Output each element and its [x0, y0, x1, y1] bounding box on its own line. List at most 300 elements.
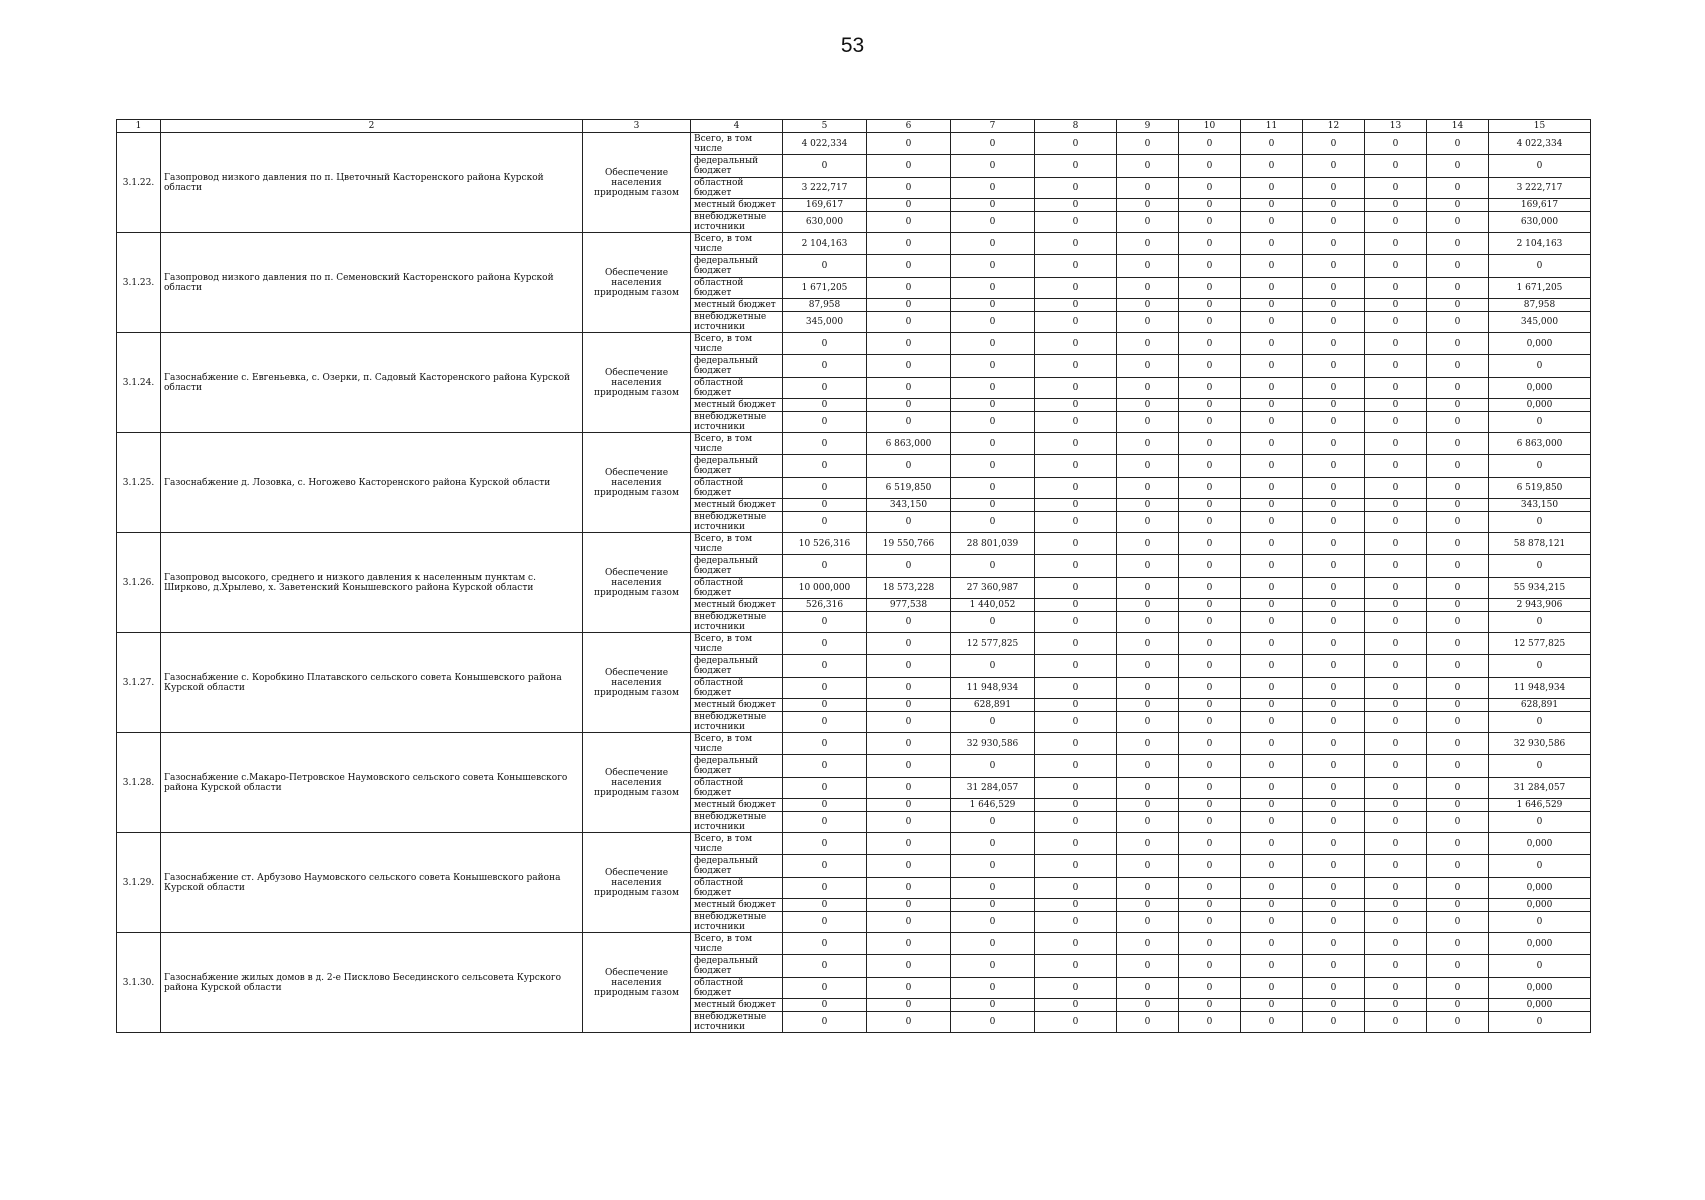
year-value-cell: 0: [783, 799, 867, 812]
total-value-cell: 2 104,163: [1489, 233, 1591, 255]
year-value-cell: 0: [1241, 612, 1303, 633]
year-value-cell: 0: [1303, 378, 1365, 399]
year-value-cell: 0: [1117, 278, 1179, 299]
year-value-cell: 0: [1035, 512, 1117, 533]
funding-source: местный бюджет: [691, 999, 783, 1012]
year-value-cell: 0: [1241, 678, 1303, 699]
year-value-cell: 0: [1365, 299, 1427, 312]
year-value-cell: 0: [783, 778, 867, 799]
year-value-cell: 0: [951, 233, 1035, 255]
year-value-cell: 0: [867, 978, 951, 999]
year-value-cell: 0: [867, 155, 951, 178]
funding-source: областной бюджет: [691, 178, 783, 199]
year-value-cell: 0: [1117, 655, 1179, 678]
column-number: 13: [1365, 120, 1427, 133]
year-value-cell: 0: [1117, 155, 1179, 178]
funding-source: местный бюджет: [691, 199, 783, 212]
budget-table: [116, 119, 1591, 1033]
year-value-cell: 0: [1117, 499, 1179, 512]
project-name: Газоснабжение жилых домов в д. 2-е Писклово Бесединского сельсовета Курского района Курской области: [161, 933, 583, 1033]
year-value-cell: 0: [1241, 499, 1303, 512]
year-value-cell: 0: [1303, 599, 1365, 612]
year-value-cell: 0: [867, 933, 951, 955]
year-value-cell: 0: [951, 833, 1035, 855]
year-value-cell: 0: [1035, 255, 1117, 278]
year-value-cell: 0: [1303, 355, 1365, 378]
year-value-cell: 0: [1117, 399, 1179, 412]
project-code: 3.1.30.: [117, 933, 161, 1033]
year-value-cell: 0: [867, 378, 951, 399]
year-value-cell: 0: [867, 778, 951, 799]
year-value-cell: 0: [1365, 178, 1427, 199]
year-value-cell: 0: [951, 912, 1035, 933]
year-value-cell: 0: [1179, 378, 1241, 399]
year-value-cell: 0: [1241, 412, 1303, 433]
project-code: 3.1.27.: [117, 633, 161, 733]
year-value-cell: 0: [1117, 199, 1179, 212]
year-value-cell: 0: [1035, 378, 1117, 399]
year-value-cell: 0: [1035, 199, 1117, 212]
year-value-cell: 0: [1365, 255, 1427, 278]
year-value-cell: 0: [1241, 999, 1303, 1012]
year-value-cell: 0: [1117, 233, 1179, 255]
total-value-cell: 11 948,934: [1489, 678, 1591, 699]
year-value-cell: 0: [783, 333, 867, 355]
year-value-cell: 0: [1179, 278, 1241, 299]
funding-source: внебюджетные источники: [691, 412, 783, 433]
year-value-cell: 0: [1303, 633, 1365, 655]
year-value-cell: 0: [1303, 812, 1365, 833]
table-row: [117, 533, 1591, 555]
year-value-cell: 0: [1117, 878, 1179, 899]
funding-source: Всего, в том числе: [691, 933, 783, 955]
funding-source: областной бюджет: [691, 478, 783, 499]
year-value-cell: 0: [1035, 578, 1117, 599]
year-value-cell: 0: [1303, 855, 1365, 878]
page-number: 53: [840, 34, 865, 57]
total-value-cell: 345,000: [1489, 312, 1591, 333]
year-value-cell: 28 801,039: [951, 533, 1035, 555]
year-value-cell: 0: [1117, 178, 1179, 199]
funding-source: Всего, в том числе: [691, 633, 783, 655]
funding-source: местный бюджет: [691, 399, 783, 412]
year-value-cell: 0: [1427, 978, 1489, 999]
year-value-cell: 0: [1303, 978, 1365, 999]
year-value-cell: 0: [951, 312, 1035, 333]
column-number: 2: [161, 120, 583, 133]
project-name: Газоснабжение с.Макаро-Петровское Наумовского сельского совета Конышевского района Курской области: [161, 733, 583, 833]
column-number: 3: [583, 120, 691, 133]
funding-source: федеральный бюджет: [691, 555, 783, 578]
year-value-cell: 0: [1117, 578, 1179, 599]
total-value-cell: 0: [1489, 355, 1591, 378]
year-value-cell: 0: [1241, 378, 1303, 399]
year-value-cell: 0: [1303, 433, 1365, 455]
year-value-cell: 0: [1241, 312, 1303, 333]
funding-source: внебюджетные источники: [691, 912, 783, 933]
year-value-cell: 0: [1117, 699, 1179, 712]
year-value-cell: 0: [1179, 978, 1241, 999]
year-value-cell: 0: [1365, 533, 1427, 555]
year-value-cell: 0: [867, 278, 951, 299]
total-value-cell: 1 646,529: [1489, 799, 1591, 812]
year-value-cell: 0: [1179, 733, 1241, 755]
year-value-cell: 0: [867, 712, 951, 733]
year-value-cell: 0: [951, 178, 1035, 199]
year-value-cell: 0: [1035, 212, 1117, 233]
year-value-cell: 87,958: [783, 299, 867, 312]
column-number: 15: [1489, 120, 1591, 133]
year-value-cell: 0: [1035, 355, 1117, 378]
year-value-cell: 0: [1179, 633, 1241, 655]
year-value-cell: 0: [1179, 678, 1241, 699]
year-value-cell: 345,000: [783, 312, 867, 333]
year-value-cell: 0: [867, 878, 951, 899]
year-value-cell: 0: [1365, 612, 1427, 633]
year-value-cell: 0: [1427, 233, 1489, 255]
year-value-cell: 0: [1303, 878, 1365, 899]
year-value-cell: 0: [1179, 433, 1241, 455]
funding-source: внебюджетные источники: [691, 212, 783, 233]
year-value-cell: 0: [951, 455, 1035, 478]
funding-source: областной бюджет: [691, 278, 783, 299]
year-value-cell: 0: [1179, 533, 1241, 555]
year-value-cell: 0: [1035, 999, 1117, 1012]
total-value-cell: 2 943,906: [1489, 599, 1591, 612]
year-value-cell: 0: [1179, 178, 1241, 199]
year-value-cell: 0: [951, 399, 1035, 412]
year-value-cell: 0: [1241, 355, 1303, 378]
funding-source: федеральный бюджет: [691, 255, 783, 278]
year-value-cell: 0: [1117, 378, 1179, 399]
year-value-cell: 0: [1303, 655, 1365, 678]
year-value-cell: 0: [1117, 1012, 1179, 1033]
year-value-cell: 0: [783, 733, 867, 755]
table-row: [117, 133, 1591, 155]
year-value-cell: 0: [1179, 855, 1241, 878]
year-value-cell: 0: [867, 699, 951, 712]
project-code: 3.1.23.: [117, 233, 161, 333]
year-value-cell: 0: [1365, 633, 1427, 655]
year-value-cell: 0: [867, 733, 951, 755]
year-value-cell: 0: [951, 299, 1035, 312]
year-value-cell: 0: [1241, 955, 1303, 978]
year-value-cell: 0: [1035, 533, 1117, 555]
year-value-cell: 0: [783, 478, 867, 499]
table-row: [117, 933, 1591, 955]
funding-source: Всего, в том числе: [691, 533, 783, 555]
total-value-cell: 0,000: [1489, 899, 1591, 912]
year-value-cell: 0: [1303, 799, 1365, 812]
year-value-cell: 0: [1241, 755, 1303, 778]
year-value-cell: 0: [951, 612, 1035, 633]
year-value-cell: 0: [1117, 799, 1179, 812]
year-value-cell: 0: [1241, 799, 1303, 812]
year-value-cell: 0: [1427, 499, 1489, 512]
year-value-cell: 0: [783, 633, 867, 655]
year-value-cell: 0: [1179, 455, 1241, 478]
year-value-cell: 0: [1365, 978, 1427, 999]
project-goal: Обеспечение населения природным газом: [583, 533, 691, 633]
year-value-cell: 0: [1427, 812, 1489, 833]
total-value-cell: 630,000: [1489, 212, 1591, 233]
year-value-cell: 0: [1427, 912, 1489, 933]
year-value-cell: 0: [1365, 355, 1427, 378]
year-value-cell: 0: [1117, 433, 1179, 455]
year-value-cell: 0: [1427, 212, 1489, 233]
year-value-cell: 0: [1035, 833, 1117, 855]
year-value-cell: 0: [1427, 612, 1489, 633]
total-value-cell: 343,150: [1489, 499, 1591, 512]
total-value-cell: 12 577,825: [1489, 633, 1591, 655]
year-value-cell: 0: [1303, 833, 1365, 855]
year-value-cell: 0: [1179, 499, 1241, 512]
year-value-cell: 0: [1035, 478, 1117, 499]
year-value-cell: 0: [1179, 412, 1241, 433]
year-value-cell: 0: [1303, 312, 1365, 333]
year-value-cell: 0: [1303, 478, 1365, 499]
year-value-cell: 0: [1241, 399, 1303, 412]
column-number: 8: [1035, 120, 1117, 133]
year-value-cell: 0: [1365, 512, 1427, 533]
column-number: 7: [951, 120, 1035, 133]
funding-source: Всего, в том числе: [691, 133, 783, 155]
year-value-cell: 0: [1179, 212, 1241, 233]
year-value-cell: 0: [1241, 133, 1303, 155]
year-value-cell: 0: [1241, 455, 1303, 478]
total-value-cell: 3 222,717: [1489, 178, 1591, 199]
total-value-cell: 31 284,057: [1489, 778, 1591, 799]
year-value-cell: 0: [1179, 399, 1241, 412]
year-value-cell: 0: [1179, 355, 1241, 378]
year-value-cell: 0: [783, 699, 867, 712]
year-value-cell: 0: [783, 678, 867, 699]
year-value-cell: 0: [1035, 933, 1117, 955]
year-value-cell: 0: [1427, 178, 1489, 199]
column-number: 11: [1241, 120, 1303, 133]
year-value-cell: 0: [1303, 178, 1365, 199]
year-value-cell: 0: [1427, 599, 1489, 612]
year-value-cell: 0: [1035, 412, 1117, 433]
year-value-cell: 0: [1035, 278, 1117, 299]
year-value-cell: 0: [1365, 412, 1427, 433]
year-value-cell: 0: [1365, 833, 1427, 855]
year-value-cell: 0: [1117, 778, 1179, 799]
year-value-cell: 0: [1179, 312, 1241, 333]
year-value-cell: 0: [867, 612, 951, 633]
year-value-cell: 32 930,586: [951, 733, 1035, 755]
year-value-cell: 0: [1035, 133, 1117, 155]
year-value-cell: 0: [1427, 778, 1489, 799]
year-value-cell: 0: [951, 855, 1035, 878]
year-value-cell: 0: [1365, 733, 1427, 755]
total-value-cell: 58 878,121: [1489, 533, 1591, 555]
column-number: 14: [1427, 120, 1489, 133]
year-value-cell: 0: [1303, 333, 1365, 355]
total-value-cell: 0: [1489, 812, 1591, 833]
funding-source: областной бюджет: [691, 378, 783, 399]
year-value-cell: 0: [951, 512, 1035, 533]
year-value-cell: 0: [1303, 955, 1365, 978]
column-number-row: [117, 120, 1591, 133]
project-name: Газопровод низкого давления по п. Цветочный Касторенского района Курской области: [161, 133, 583, 233]
year-value-cell: 0: [1365, 855, 1427, 878]
total-value-cell: 87,958: [1489, 299, 1591, 312]
year-value-cell: 0: [1303, 455, 1365, 478]
year-value-cell: 0: [783, 555, 867, 578]
year-value-cell: 0: [1179, 955, 1241, 978]
year-value-cell: 0: [1365, 499, 1427, 512]
total-value-cell: 0: [1489, 912, 1591, 933]
year-value-cell: 0: [1117, 333, 1179, 355]
funding-source: Всего, в том числе: [691, 833, 783, 855]
year-value-cell: 0: [1303, 199, 1365, 212]
year-value-cell: 0: [783, 755, 867, 778]
project-goal: Обеспечение населения природным газом: [583, 233, 691, 333]
year-value-cell: 0: [1117, 999, 1179, 1012]
year-value-cell: 0: [951, 212, 1035, 233]
year-value-cell: 0: [1117, 955, 1179, 978]
year-value-cell: 0: [867, 833, 951, 855]
year-value-cell: 4 022,334: [783, 133, 867, 155]
year-value-cell: 0: [1303, 755, 1365, 778]
year-value-cell: 0: [1241, 255, 1303, 278]
year-value-cell: 0: [1179, 933, 1241, 955]
year-value-cell: 0: [1427, 799, 1489, 812]
funding-source: федеральный бюджет: [691, 655, 783, 678]
year-value-cell: 0: [867, 899, 951, 912]
year-value-cell: 0: [783, 455, 867, 478]
project-goal: Обеспечение населения природным газом: [583, 933, 691, 1033]
project-goal: Обеспечение населения природным газом: [583, 433, 691, 533]
year-value-cell: 0: [951, 555, 1035, 578]
year-value-cell: 0: [951, 655, 1035, 678]
year-value-cell: 0: [1303, 555, 1365, 578]
year-value-cell: 0: [1179, 512, 1241, 533]
year-value-cell: 0: [951, 278, 1035, 299]
year-value-cell: 0: [1117, 855, 1179, 878]
year-value-cell: 19 550,766: [867, 533, 951, 555]
year-value-cell: 0: [1241, 778, 1303, 799]
total-value-cell: 169,617: [1489, 199, 1591, 212]
year-value-cell: 0: [1427, 755, 1489, 778]
year-value-cell: 27 360,987: [951, 578, 1035, 599]
year-value-cell: 0: [1179, 799, 1241, 812]
year-value-cell: 0: [1427, 399, 1489, 412]
year-value-cell: 0: [1179, 133, 1241, 155]
year-value-cell: 0: [1241, 233, 1303, 255]
year-value-cell: 0: [1117, 455, 1179, 478]
year-value-cell: 0: [1179, 833, 1241, 855]
table-row: [117, 633, 1591, 655]
funding-source: местный бюджет: [691, 599, 783, 612]
year-value-cell: 0: [951, 412, 1035, 433]
year-value-cell: 0: [1365, 278, 1427, 299]
year-value-cell: 0: [951, 712, 1035, 733]
year-value-cell: 0: [783, 499, 867, 512]
year-value-cell: 0: [1117, 678, 1179, 699]
year-value-cell: 0: [951, 899, 1035, 912]
funding-source: областной бюджет: [691, 778, 783, 799]
year-value-cell: 0: [1365, 999, 1427, 1012]
year-value-cell: 0: [951, 478, 1035, 499]
year-value-cell: 0: [783, 155, 867, 178]
year-value-cell: 0: [867, 355, 951, 378]
project-code: 3.1.22.: [117, 133, 161, 233]
year-value-cell: 0: [951, 1012, 1035, 1033]
year-value-cell: 0: [1179, 612, 1241, 633]
year-value-cell: 0: [1303, 412, 1365, 433]
total-value-cell: 0: [1489, 855, 1591, 878]
year-value-cell: 526,316: [783, 599, 867, 612]
year-value-cell: 0: [1179, 555, 1241, 578]
total-value-cell: 628,891: [1489, 699, 1591, 712]
total-value-cell: 0: [1489, 712, 1591, 733]
year-value-cell: 0: [1035, 812, 1117, 833]
column-number: 6: [867, 120, 951, 133]
year-value-cell: 0: [867, 399, 951, 412]
year-value-cell: 0: [1035, 699, 1117, 712]
year-value-cell: 0: [1241, 212, 1303, 233]
year-value-cell: 169,617: [783, 199, 867, 212]
project-goal: Обеспечение населения природным газом: [583, 833, 691, 933]
year-value-cell: 0: [783, 978, 867, 999]
funding-source: местный бюджет: [691, 699, 783, 712]
year-value-cell: 0: [1365, 155, 1427, 178]
year-value-cell: 0: [1179, 255, 1241, 278]
year-value-cell: 2 104,163: [783, 233, 867, 255]
year-value-cell: 0: [1303, 999, 1365, 1012]
year-value-cell: 0: [1241, 712, 1303, 733]
table-row: [117, 333, 1591, 355]
year-value-cell: 0: [783, 255, 867, 278]
year-value-cell: 0: [1303, 499, 1365, 512]
year-value-cell: 0: [1241, 655, 1303, 678]
year-value-cell: 0: [1427, 278, 1489, 299]
year-value-cell: 11 948,934: [951, 678, 1035, 699]
funding-source: областной бюджет: [691, 578, 783, 599]
year-value-cell: 0: [1035, 1012, 1117, 1033]
project-code: 3.1.24.: [117, 333, 161, 433]
funding-source: местный бюджет: [691, 899, 783, 912]
year-value-cell: 0: [951, 433, 1035, 455]
year-value-cell: 0: [1427, 355, 1489, 378]
year-value-cell: 0: [1035, 633, 1117, 655]
column-number: 9: [1117, 120, 1179, 133]
year-value-cell: 0: [1427, 533, 1489, 555]
year-value-cell: 0: [1365, 455, 1427, 478]
year-value-cell: 0: [783, 933, 867, 955]
year-value-cell: 0: [1303, 712, 1365, 733]
year-value-cell: 10 000,000: [783, 578, 867, 599]
year-value-cell: 0: [1035, 655, 1117, 678]
year-value-cell: 0: [1427, 999, 1489, 1012]
table-row: [117, 433, 1591, 455]
year-value-cell: 0: [1179, 655, 1241, 678]
funding-source: Всего, в том числе: [691, 433, 783, 455]
year-value-cell: 0: [783, 378, 867, 399]
year-value-cell: 0: [1427, 899, 1489, 912]
year-value-cell: 0: [1303, 778, 1365, 799]
year-value-cell: 0: [1035, 899, 1117, 912]
funding-source: федеральный бюджет: [691, 355, 783, 378]
year-value-cell: 0: [1179, 912, 1241, 933]
year-value-cell: 0: [951, 199, 1035, 212]
total-value-cell: 0: [1489, 655, 1591, 678]
project-name: Газоснабжение д. Лозовка, с. Ногожево Касторенского района Курской области: [161, 433, 583, 533]
year-value-cell: 0: [951, 255, 1035, 278]
year-value-cell: 0: [1117, 512, 1179, 533]
